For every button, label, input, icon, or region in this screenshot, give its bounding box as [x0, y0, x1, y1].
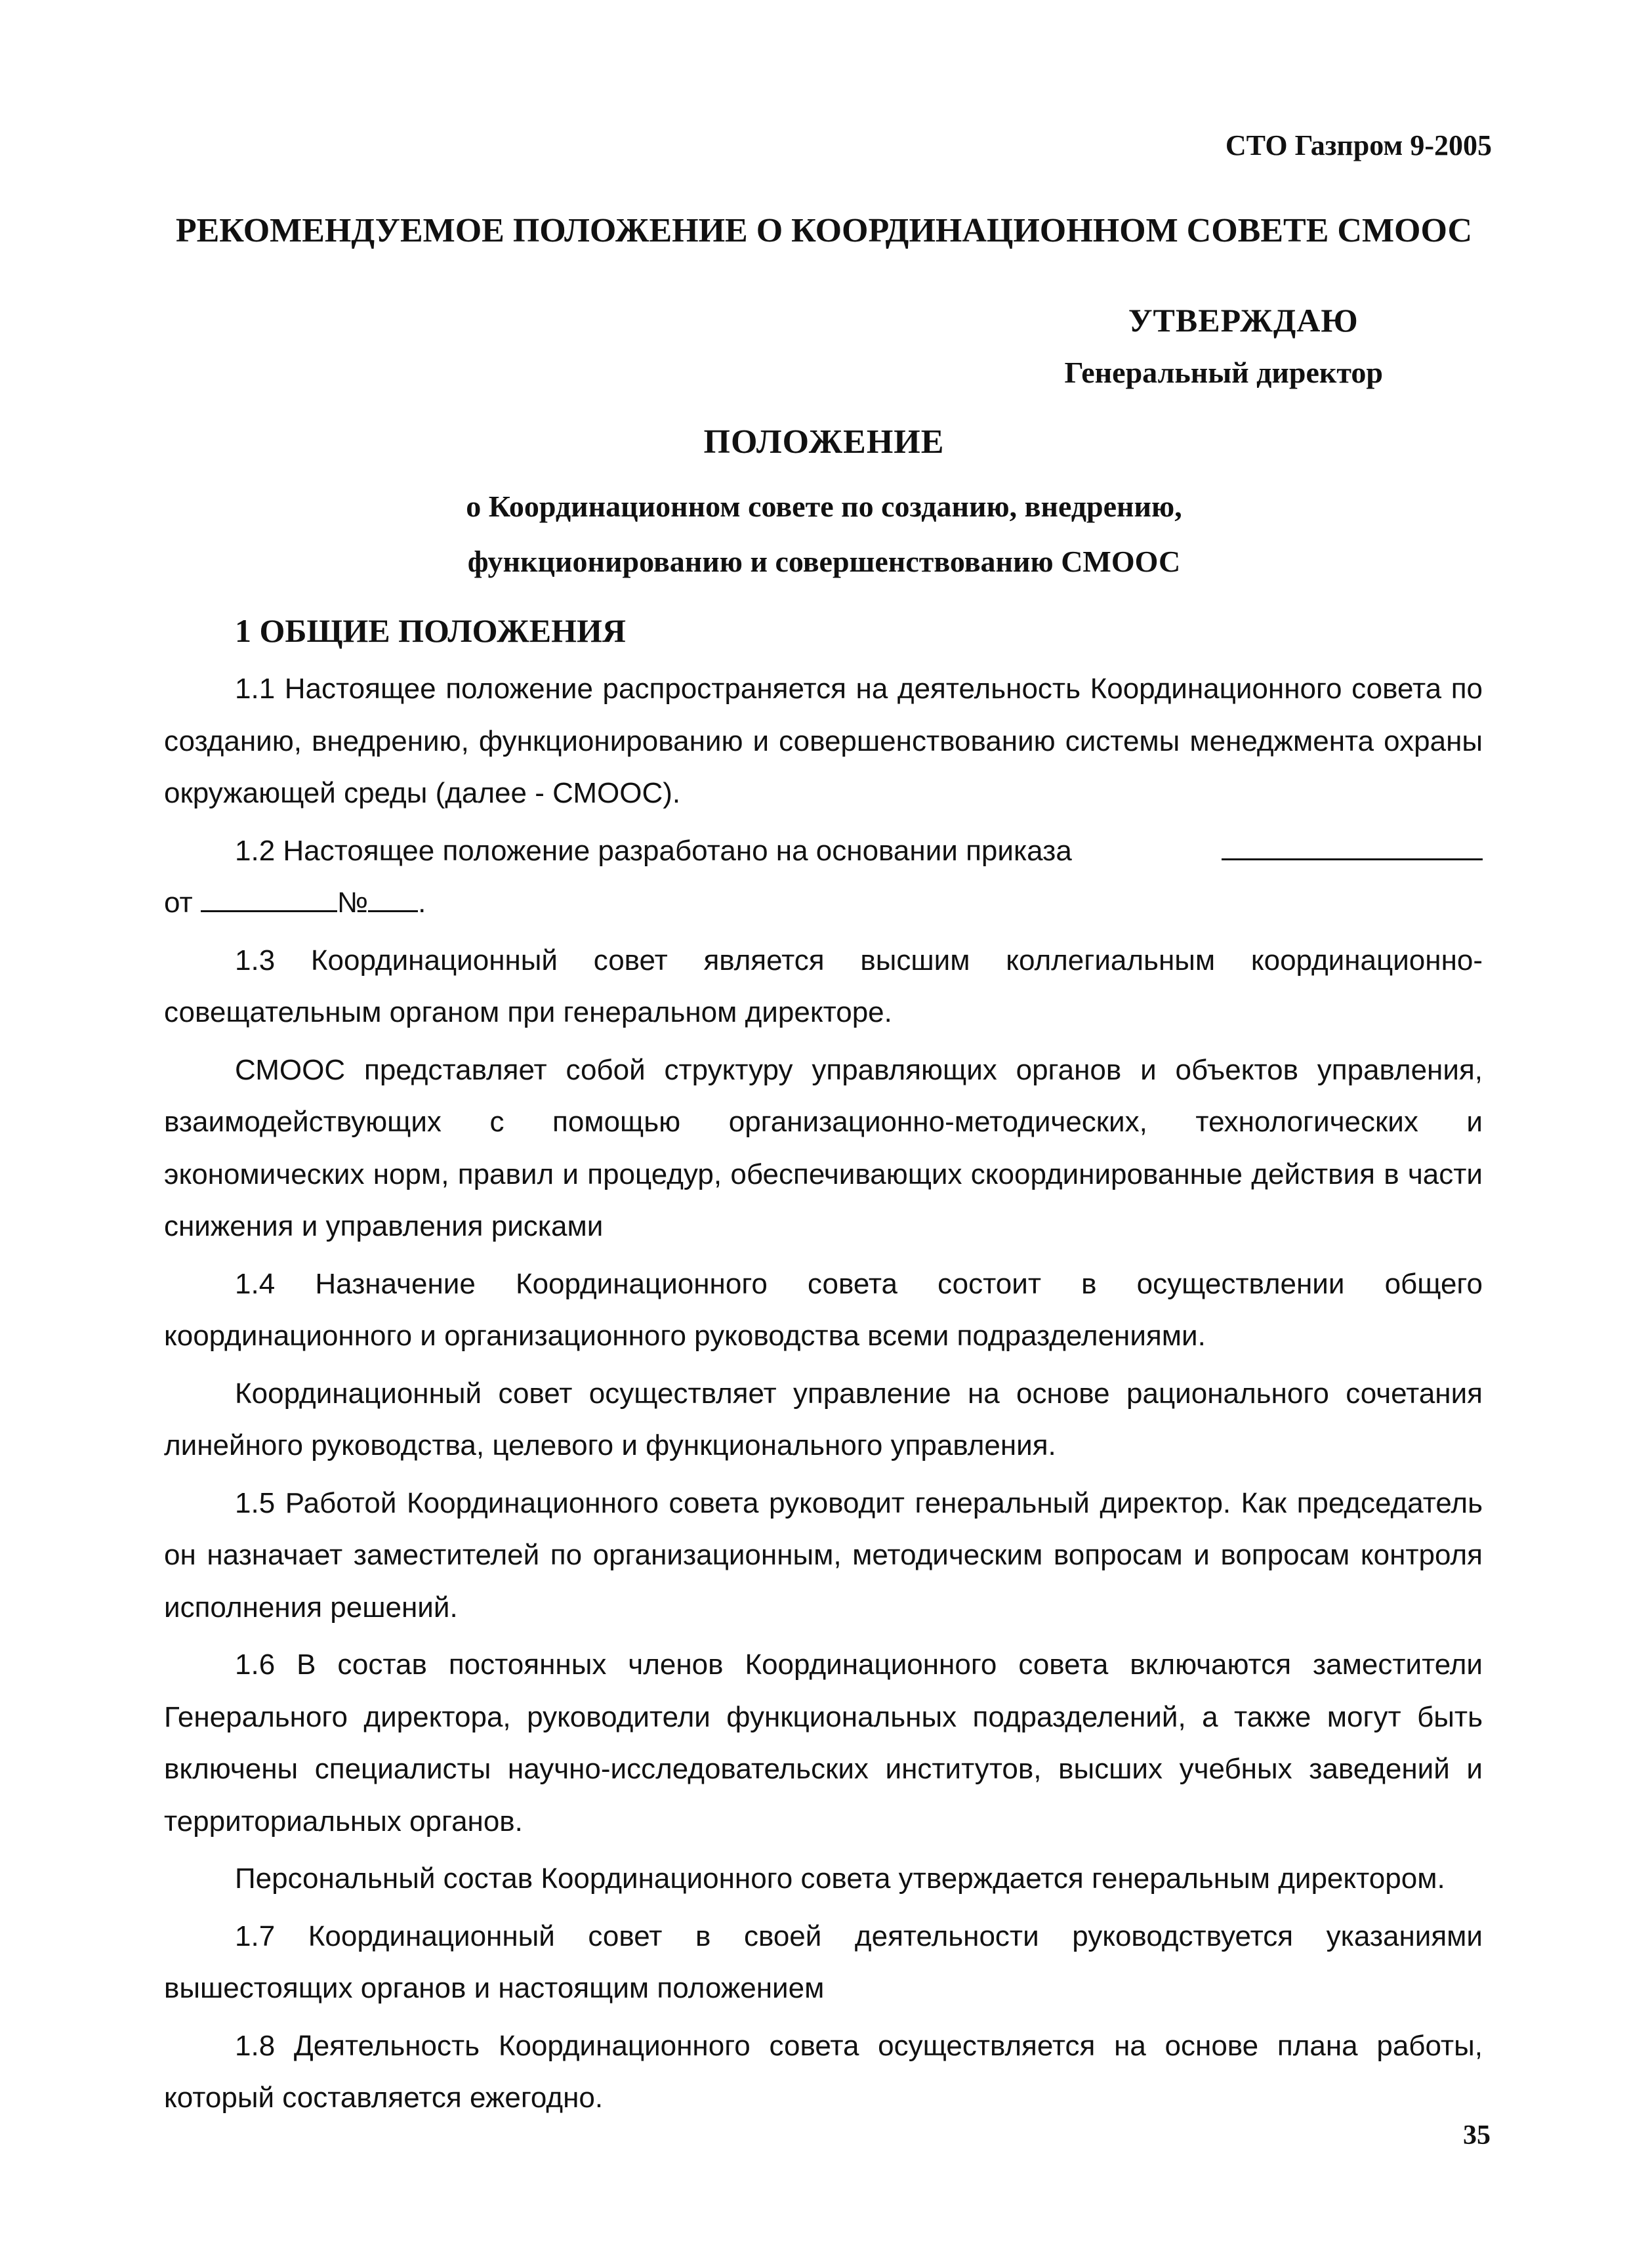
regulation-title: ПОЛОЖЕНИЕ	[703, 423, 945, 461]
approval-block	[1065, 294, 1384, 399]
regulation-subtitle-line-2: функционированию и совершенствованию СМООС	[467, 545, 1181, 578]
paragraph-management: Координационный совет осуществляет управление на основе рационального сочетания линейного руководства, целевого и функционального управления.	[164, 1377, 1483, 1461]
order-blank	[1222, 830, 1483, 860]
order-number-blank	[368, 879, 418, 912]
section-body	[164, 663, 1483, 2130]
paragraph-1-4: 1.4 Назначение Координационного совета состоит в осуществлении общего координационного и организационного руководства всеми подразделениями.	[164, 1267, 1483, 1352]
page-number: 35	[1463, 2120, 1491, 2151]
page-title: РЕКОМЕНДУЕМОЕ ПОЛОЖЕНИЕ О КООРДИНАЦИОННОМ СОВЕТЕ СМООС	[175, 212, 1473, 249]
document-code: СТО Газпром 9-2005	[1225, 129, 1492, 161]
regulation-heading	[0, 415, 1648, 589]
paragraph-1-2	[164, 825, 1483, 877]
section-heading: 1 ОБЩИЕ ПОЛОЖЕНИЯ	[235, 612, 626, 649]
order-number-label: №	[337, 887, 369, 919]
paragraph-1-7: 1.7 Координационный совет в своей деятельности руководствуется указаниями вышестоящих органов и настоящим положением	[164, 1920, 1483, 2004]
order-line-end: .	[418, 887, 426, 919]
paragraph-smoos: СМООС представляет собой структуру управляющих органов и объектов управления, взаимодействующих с помощью организационно-методических, технологических и экономических норм, правил и процедур, обеспечивающих скоординированные действия в части снижения и управления рисками	[164, 1053, 1483, 1242]
paragraph-1-1: 1.1 Настоящее положение распространяется на деятельность Координационного совета по созданию, внедрению, функционированию и совершенствованию системы менеджмента охраны окружающей среды (далее - СМООС).	[164, 673, 1483, 809]
paragraph-1-3: 1.3 Координационный совет является высшим коллегиальным координационно-совещательным органом при генеральном директоре.	[164, 944, 1483, 1028]
approval-word: УТВЕРЖДАЮ	[1128, 302, 1359, 339]
order-date-blank	[201, 879, 337, 912]
paragraph-1-8: 1.8 Деятельность Координационного совета осуществляется на основе плана работы, который составляется ежегодно.	[164, 2029, 1483, 2114]
regulation-subtitle-line-1: о Координационном совете по созданию, внедрению,	[466, 490, 1182, 523]
paragraph-personal: Персональный состав Координационного совета утверждается генеральным директором.	[235, 1862, 1445, 1895]
order-lead-text: 1.2 Настоящее положение разработано на основании приказа	[235, 834, 1072, 867]
paragraph-1-6: 1.6 В состав постоянных членов Координационного совета включаются заместители Генерального директора, руководители функциональных подразделений, а также могут быть включены специалисты научно-исследовательских институтов, высших учебных заведений и территориальных органов.	[164, 1648, 1483, 1838]
approval-position: Генеральный директор	[1064, 356, 1383, 389]
order-date-line	[164, 877, 1483, 929]
paragraph-1-5: 1.5 Работой Координационного совета руководит генеральный директор. Как председатель он назначает заместителей по организационным, методическим вопросам и вопросам контроля исполнения решений.	[164, 1486, 1483, 1624]
order-line	[164, 825, 1483, 877]
order-from-label: от	[164, 887, 193, 919]
